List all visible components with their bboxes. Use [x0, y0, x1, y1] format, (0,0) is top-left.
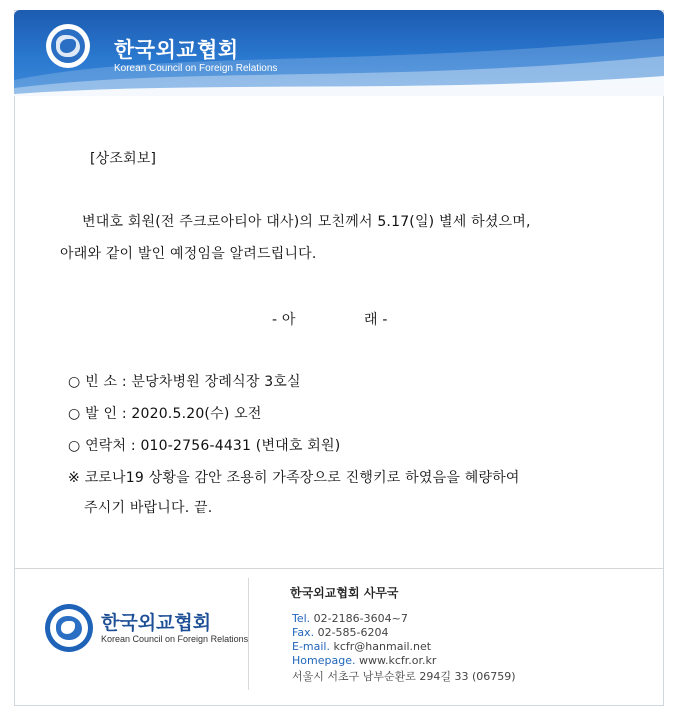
tel-value: 02-2186-3604~7	[313, 612, 408, 625]
footer-org-subtitle: Korean Council on Foreign Relations	[101, 634, 249, 644]
header-org-subtitle: Korean Council on Foreign Relations	[114, 63, 278, 74]
email-label: E-mail.	[292, 640, 330, 653]
footer-address: 서울시 서초구 남부순환로 294길 33 (06759)	[292, 670, 516, 683]
footer-separator	[14, 568, 664, 569]
note-line1: ※ 코로나19 상황을 감안 조용히 가족장으로 진행키로 하였음을 혜량하여	[68, 470, 520, 486]
header-wave-graphic	[14, 10, 664, 96]
letter-paragraph-line1: 변대호 회원(전 주크로아티아 대사)의 모친께서 5.17(일) 별세 하셨으며,	[82, 214, 531, 230]
fax-value: 02-585-6204	[317, 626, 389, 639]
info-item-funeral-hall: ○ 빈 소 : 분당차병원 장례식장 3호실	[68, 374, 301, 390]
footer-vertical-divider	[248, 578, 249, 690]
footer-office-name: 한국외교협회 사무국	[290, 586, 399, 600]
footer-org-name: 한국외교협회	[101, 612, 212, 634]
email-link[interactable]: kcfr@hanmail.net	[333, 640, 432, 653]
homepage-label: Homepage.	[292, 654, 356, 667]
notice-title-right: 래 -	[364, 312, 388, 328]
letter-heading: [상조회보]	[90, 151, 157, 167]
fax-label: Fax.	[292, 626, 315, 639]
footer-tel	[292, 612, 408, 625]
tel-label: Tel.	[292, 612, 311, 625]
header-org-name: 한국외교협회	[114, 38, 239, 62]
header-banner	[14, 10, 664, 96]
letter-paragraph-line2: 아래와 같이 발인 예정임을 알려드립니다.	[60, 246, 317, 262]
homepage-link[interactable]: www.kcfr.or.kr	[358, 654, 437, 667]
footer-email	[292, 640, 431, 653]
notice-title-left: - 아	[272, 312, 296, 328]
letter-frame	[14, 10, 664, 706]
footer-emblem-logo-icon	[45, 604, 93, 652]
emblem-logo-icon	[46, 24, 90, 68]
footer-homepage	[292, 654, 436, 667]
footer-fax	[292, 626, 389, 639]
info-item-contact: ○ 연락처 : 010-2756-4431 (변대호 회원)	[68, 438, 341, 454]
info-item-departure: ○ 발 인 : 2020.5.20(수) 오전	[68, 406, 262, 422]
note-line2: 주시기 바랍니다. 끝.	[84, 500, 213, 516]
